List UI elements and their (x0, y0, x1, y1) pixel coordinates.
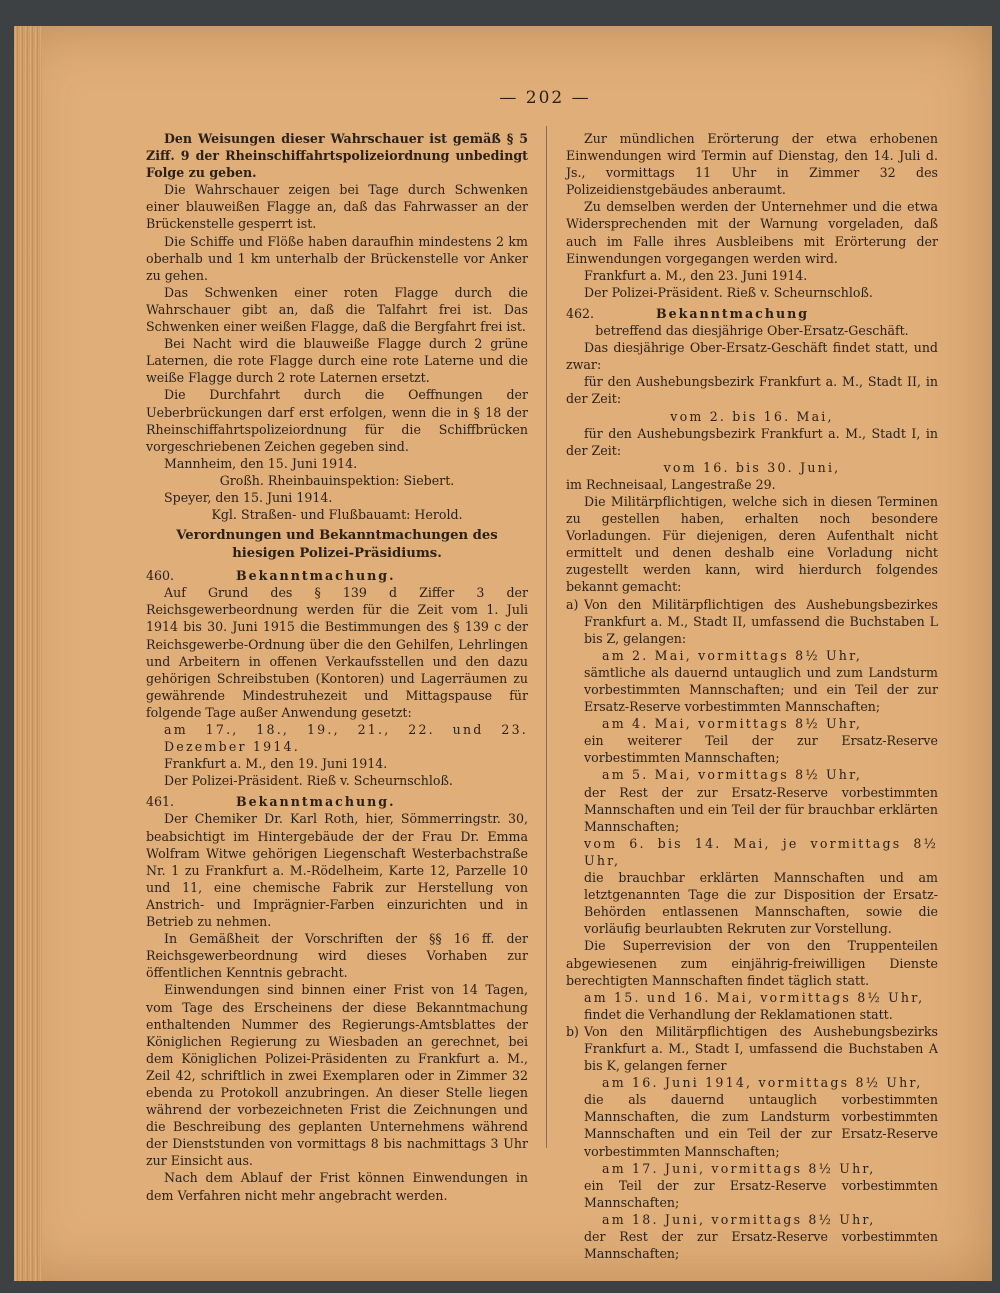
signature: Der Polizei-Präsident. Rieß v. Scheurnschloß. (584, 284, 873, 300)
schedule-date: am 16. Juni 1914, vormittags 8½ Uhr, (602, 1075, 923, 1091)
place-date: Speyer, den 15. Juni 1914. (164, 489, 333, 505)
signature: Großh. Rheinbauinspektion: Siebert. (219, 472, 455, 488)
schedule-text: die als dauernd untauglich vorbestimmten Mannschaften, die zum Landsturm vorbestimmten Mannschaften und ein Teil der zur Ersatz-Reserve vorbestimmten Mannschaften; (584, 1092, 938, 1159)
schedule-text: ein Teil der zur Ersatz-Reserve vorbestimmten Mannschaften; (584, 1177, 938, 1210)
paragraph: Das Schwenken einer roten Flagge durch die Wahrschauer gibt an, daß die Talfahrt frei ist. Das Schwenken einer weißen Flagge, daß die Bergfahrt frei ist. (146, 284, 528, 335)
paragraph: In Gemäßheit der Vorschriften der §§ 16 ff. der Reichsgewerbeordnung wird dieses Vorhaben zur öffentlichen Kenntnis gebracht. (146, 931, 528, 981)
schedule-date: am 4. Mai, vormittags 8½ Uhr, (602, 716, 863, 732)
notice-number: 460. (146, 568, 175, 584)
notice-header (146, 567, 528, 584)
schedule-date: am 15. und 16. Mai, vormittags 8½ Uhr, (584, 989, 925, 1005)
date-list: am 17., 18., 19., 21., 22. und 23. Dezember 1914. (164, 722, 528, 755)
left-column (146, 130, 528, 1204)
page-edge (14, 26, 42, 1281)
signature: Kgl. Straßen- und Flußbauamt: Herold. (211, 507, 463, 523)
place-date: Mannheim, den 15. Juni 1914. (164, 455, 358, 471)
paragraph: Zur mündlichen Erörterung der etwa erhobenen Einwendungen wird Termin auf Dienstag, den 14. Juli d. Js., vormittags 11 Uhr in Zimmer 32 des Polizeidienstgebäudes anberaumt. (566, 131, 938, 198)
paragraph: Bei Nacht wird die blauweiße Flagge durch 2 grüne Laternen, die rote Flagge durch eine rote Laterne und die weiße Flagge durch 2 rote Laternen ersetzt. (146, 336, 528, 386)
paragraph: Die Militärpflichtigen, welche sich in diesen Terminen zu gestellen haben, erhalten noch besondere Vorladungen. Für diejenigen, deren Aufenthalt nicht ermittelt und denen deshalb eine Vorladung nicht zugestellt werden kann, wird hierdurch folgendes bekannt gemacht: (566, 493, 938, 595)
schedule-text: der Rest der zur Ersatz-Reserve vorbestimmten Mannschaften und ein Teil der für brauchbar erklärten Mannschaften; (584, 784, 938, 834)
notice-number: 462. (566, 305, 595, 321)
section-title: Verordnungen und Bekanntmachungen des hiesigen Polizei-Präsidiums. (176, 528, 498, 562)
paragraph: Den Weisungen dieser Wahrschauer ist gemäß § 5 Ziff. 9 der Rheinschiffahrtspolizeiordnung unbedingt Folge zu geben. (146, 131, 528, 181)
item-text: Von den Militärpflichtigen des Aushebungsbezirkes Frankfurt a. M., Stadt II, umfassend die Buchstaben L bis Z, gelangen: (584, 596, 938, 646)
paragraph: Die Schiffe und Flöße haben daraufhin mindestens 2 km oberhalb und 1 km unterhalb der Brückenstelle vor Anker zu gehen. (146, 233, 528, 283)
page-number: — 202 — (499, 88, 591, 108)
schedule-text: findet die Verhandlung der Reklamationen statt. (584, 1006, 893, 1022)
right-column (566, 130, 938, 1262)
paragraph: für den Aushebungsbezirk Frankfurt a. M., Stadt I, in der Zeit: (566, 425, 938, 458)
schedule-text: ein weiterer Teil der zur Ersatz-Reserve vorbestimmten Mannschaften; (584, 733, 938, 766)
schedule-date: am 5. Mai, vormittags 8½ Uhr, (602, 767, 863, 783)
signature: Der Polizei-Präsident. Rieß v. Scheurnschloß. (164, 773, 453, 789)
date-range: vom 2. bis 16. Mai, (670, 408, 834, 424)
notice-header (146, 793, 528, 810)
schedule-text: sämtliche als dauernd untauglich und zum Landsturm vorbestimmten Mannschaften; und ein Teil der zur Ersatz-Reserve vorbestimmten Mannschaften; (584, 664, 938, 715)
notice-number: 461. (146, 794, 175, 810)
schedule-date: am 2. Mai, vormittags 8½ Uhr, (602, 647, 863, 663)
location: im Rechneisaal, Langestraße 29. (566, 476, 776, 492)
item-label: b) (566, 1023, 579, 1039)
schedule-text: der Rest der zur Ersatz-Reserve vorbestimmten Mannschaften; (584, 1229, 938, 1262)
schedule-date: am 17. Juni, vormittags 8½ Uhr, (602, 1160, 876, 1176)
schedule-date: vom 6. bis 14. Mai, je vormittags 8½ Uhr, (584, 835, 938, 868)
paragraph: Die Durchfahrt durch die Oeffnungen der Ueberbrückungen darf erst erfolgen, wenn die in § 18 der Rheinschiffahrtspolizeiordnung für die Schiffbrücken vorgeschriebenen Zeichen gegeben sind. (146, 387, 528, 454)
list-item-b (566, 1023, 938, 1074)
paragraph: Die Superrevision der von den Truppenteilen abgewiesenen zum einjährig-freiwilligen Dienste berechtigten Mannschaften findet täglich statt. (566, 938, 938, 988)
item-label: a) (566, 596, 579, 612)
date-range: vom 16. bis 30. Juni, (663, 459, 841, 475)
notice-subtitle: betreffend das diesjährige Ober-Ersatz-Geschäft. (595, 323, 909, 339)
paragraph: Nach dem Ablauf der Frist können Einwendungen in dem Verfahren nicht mehr angebracht werden. (146, 1170, 528, 1203)
item-text: Von den Militärpflichtigen des Aushebungsbezirks Frankfurt a. M., Stadt I, umfassend die Buchstaben A bis K, gelangen ferner (584, 1023, 938, 1074)
paragraph: Das diesjährige Ober-Ersatz-Geschäft findet statt, und zwar: (566, 340, 938, 373)
paragraph: Zu demselben werden der Unternehmer und die etwa Widersprechenden mit der Warnung vorgeladen, daß auch im Falle ihres Ausbleibens mit Erörterung der Einwendungen vorgegangen werden wird. (566, 199, 938, 266)
list-item-a (566, 596, 938, 647)
notice-title: Bekanntmachung. (236, 794, 396, 810)
paragraph: Der Chemiker Dr. Karl Roth, hier, Sömmerringstr. 30, beabsichtigt im Hintergebäude der der Frau Dr. Emma Wolfram Witwe gehörigen Liegenschaft Westerbachstraße Nr. 1 zu Frankfurt a. M.-Rödelheim, Karte 12, Parzelle 10 und 11, eine chemische Fabrik zur Herstellung von Anstrich- und Imprägnier-Farben einzurichten und in Betrieb zu nehmen. (146, 811, 528, 930)
column-divider (546, 126, 547, 1148)
notice-title: Bekanntmachung (656, 305, 810, 321)
place-date: Frankfurt a. M., den 23. Juni 1914. (584, 267, 808, 283)
paragraph: Die Wahrschauer zeigen bei Tage durch Schwenken einer blauweißen Flagge an, daß das Fahrwasser an der Brückenstelle gesperrt ist. (146, 182, 528, 232)
schedule-text: die brauchbar erklärten Mannschaften und am letztgenannten Tage die zur Disposition der Ersatz-Behörden entlassenen Mannschaften, sowie die vorläufig beurlaubten Rekruten zur Vorstellung. (584, 870, 938, 937)
schedule-date: am 18. Juni, vormittags 8½ Uhr, (602, 1211, 876, 1227)
notice-title: Bekanntmachung. (236, 568, 396, 584)
paragraph: Auf Grund des § 139 d Ziffer 3 der Reichsgewerbeordnung werden für die Zeit vom 1. Juli 1914 bis 30. Juni 1915 die Bestimmungen des § 139 c der Reichsgewerbe-Ordnung über die den Gehilfen, Lehrlingen und Arbeitern in offenen Verkaufsstellen und den dazu gehörigen Schreibstuben (Kontoren) und Lagerräumen zu gewährende Mindestruhezeit und Mittagspause für folgende Tage außer Anwendung gesetzt: (146, 585, 528, 720)
notice-header (566, 305, 938, 322)
paragraph: Einwendungen sind binnen einer Frist von 14 Tagen, vom Tage des Erscheinens der diese Bekanntmachung enthaltenden Nummer des Regierungs-Amtsblattes der Königlichen Regierung zu Wiesbaden an gerechnet, bei dem Königlichen Polizei-Präsidenten zu Frankfurt a. M., Zeil 42, schriftlich in zwei Exemplaren oder in Zimmer 32 ebenda zu Protokoll anzubringen. An dieser Stelle liegen während der vorbezeichneten Frist die Zeichnungen und die Beschreibung des geplanten Unternehmens während der Dienststunden von vormittags 8 bis nachmittags 3 Uhr zur Einsicht aus. (146, 982, 528, 1169)
paragraph: für den Aushebungsbezirk Frankfurt a. M., Stadt II, in der Zeit: (566, 374, 938, 407)
place-date: Frankfurt a. M., den 19. Juni 1914. (164, 756, 388, 772)
